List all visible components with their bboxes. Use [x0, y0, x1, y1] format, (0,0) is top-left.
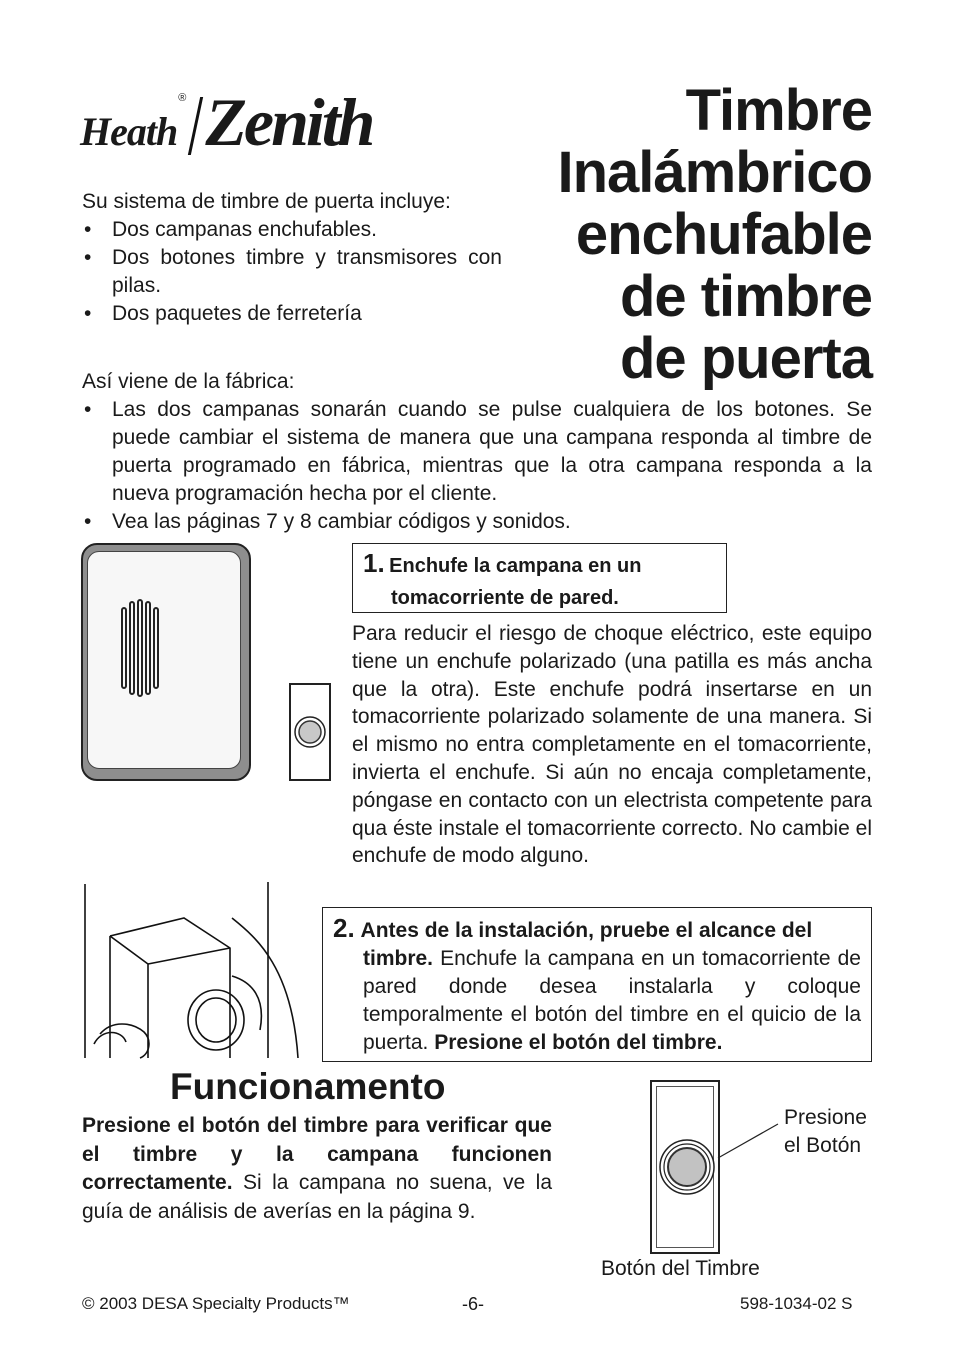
- list-item: • Dos campanas enchufables.: [82, 216, 502, 244]
- logo-slash: [188, 97, 203, 155]
- figure-caption: Botón del Timbre: [601, 1257, 760, 1280]
- step2-bold-start2: timbre.: [363, 947, 434, 970]
- title-line: enchufable: [575, 202, 872, 267]
- list-item: • Las dos campanas sonarán cuando se pulse cualquiera de los botones. Se puede cambiar el sistema de manera que una campana responda al timbre de puerta programado en fábrica, mientras que la otra campana responda a la nueva programación hecha por el cliente.: [82, 396, 872, 508]
- step2-bold-start: Antes de la instalación, pruebe el alcance del: [360, 919, 813, 942]
- press-button-label: [784, 1104, 884, 1160]
- includes-list: [82, 216, 502, 328]
- button-icon: [291, 685, 329, 779]
- step2-bold-end: Presione el botón del timbre.: [434, 1031, 723, 1054]
- list-item: • Dos paquetes de ferretería: [82, 300, 502, 328]
- logo-heath: Heath: [80, 109, 178, 154]
- step2-body: Enchufe la campana en un tomacorriente de pared donde desea instalarla y coloque temporalmente el botón del timbre en el quicio de la puerta.: [363, 947, 861, 1054]
- footer-page-number: -6-: [462, 1294, 484, 1314]
- chime-illustration: [81, 543, 251, 781]
- includes-section: [82, 188, 502, 328]
- title-line: de timbre: [619, 264, 872, 329]
- operation-heading: Funcionamento: [170, 1066, 446, 1107]
- factory-intro: Así viene de la fábrica:: [82, 370, 295, 393]
- press-label-line1: Presione: [784, 1106, 867, 1129]
- step1-title-line2: tomacorriente de pared.: [391, 587, 619, 609]
- title-line: Inalámbrico: [557, 140, 872, 205]
- factory-list: [82, 396, 872, 536]
- speaker-grille-icon: [118, 598, 168, 698]
- step1-heading-box: [352, 543, 727, 613]
- page-title: [512, 80, 872, 390]
- operation-text: [82, 1112, 552, 1226]
- list-item: • Dos botones timbre y transmisores con pilas.: [82, 244, 502, 300]
- operation-bold: Presione el botón del timbre para verificar que el timbre y la campana funcionen correctamente.: [82, 1114, 552, 1194]
- step2-paragraph: [333, 945, 861, 1057]
- factory-section: [82, 368, 872, 536]
- step1-number: 1.: [363, 548, 385, 578]
- includes-intro: Su sistema de timbre de puerta incluye:: [82, 190, 451, 213]
- chime-face: [87, 551, 241, 769]
- brand-logo: [80, 84, 480, 160]
- list-item: • Vea las páginas 7 y 8 cambiar códigos y sonidos.: [82, 508, 872, 536]
- doorbell-button-illustration: [289, 683, 331, 781]
- press-label-line2: el Botón: [784, 1134, 862, 1157]
- step2-number: 2.: [333, 913, 355, 943]
- step2-box: [322, 907, 872, 1062]
- step1-heading: [363, 548, 718, 613]
- title-line: Timbre: [685, 78, 872, 143]
- step1-title-line1: Enchufe la campana en un: [389, 555, 642, 577]
- step2-text: [333, 914, 861, 1057]
- footer-copyright: © 2003 DESA Specialty Products™: [82, 1294, 350, 1313]
- logo-zenith: Zenith: [205, 84, 373, 160]
- operation-body: Si la campana no suena, ve la guía de análisis de averías en la página 9.: [82, 1171, 552, 1223]
- step1-body: Para reducir el riesgo de choque eléctrico, este equipo tiene un enchufe polarizado (una patilla es más ancha que la otra). Este enchufe podrá insertarse en un tomacorriente polarizado solamente de una manera. Si el mismo no entra completamente en el tomacorriente, invierta el enchufe. Si aún no encaja completamente, póngase en contacto con un electrista competente para qua éste instale el tomacorriente correcto. No cambie el enchufe de modo alguno.: [352, 622, 872, 868]
- hand-pressing-button-icon: [82, 878, 304, 1060]
- title-line: de puerta: [619, 326, 872, 391]
- logo-registered-mark: ®: [178, 92, 187, 104]
- footer-document-code: 598-1034-02 S: [740, 1294, 853, 1313]
